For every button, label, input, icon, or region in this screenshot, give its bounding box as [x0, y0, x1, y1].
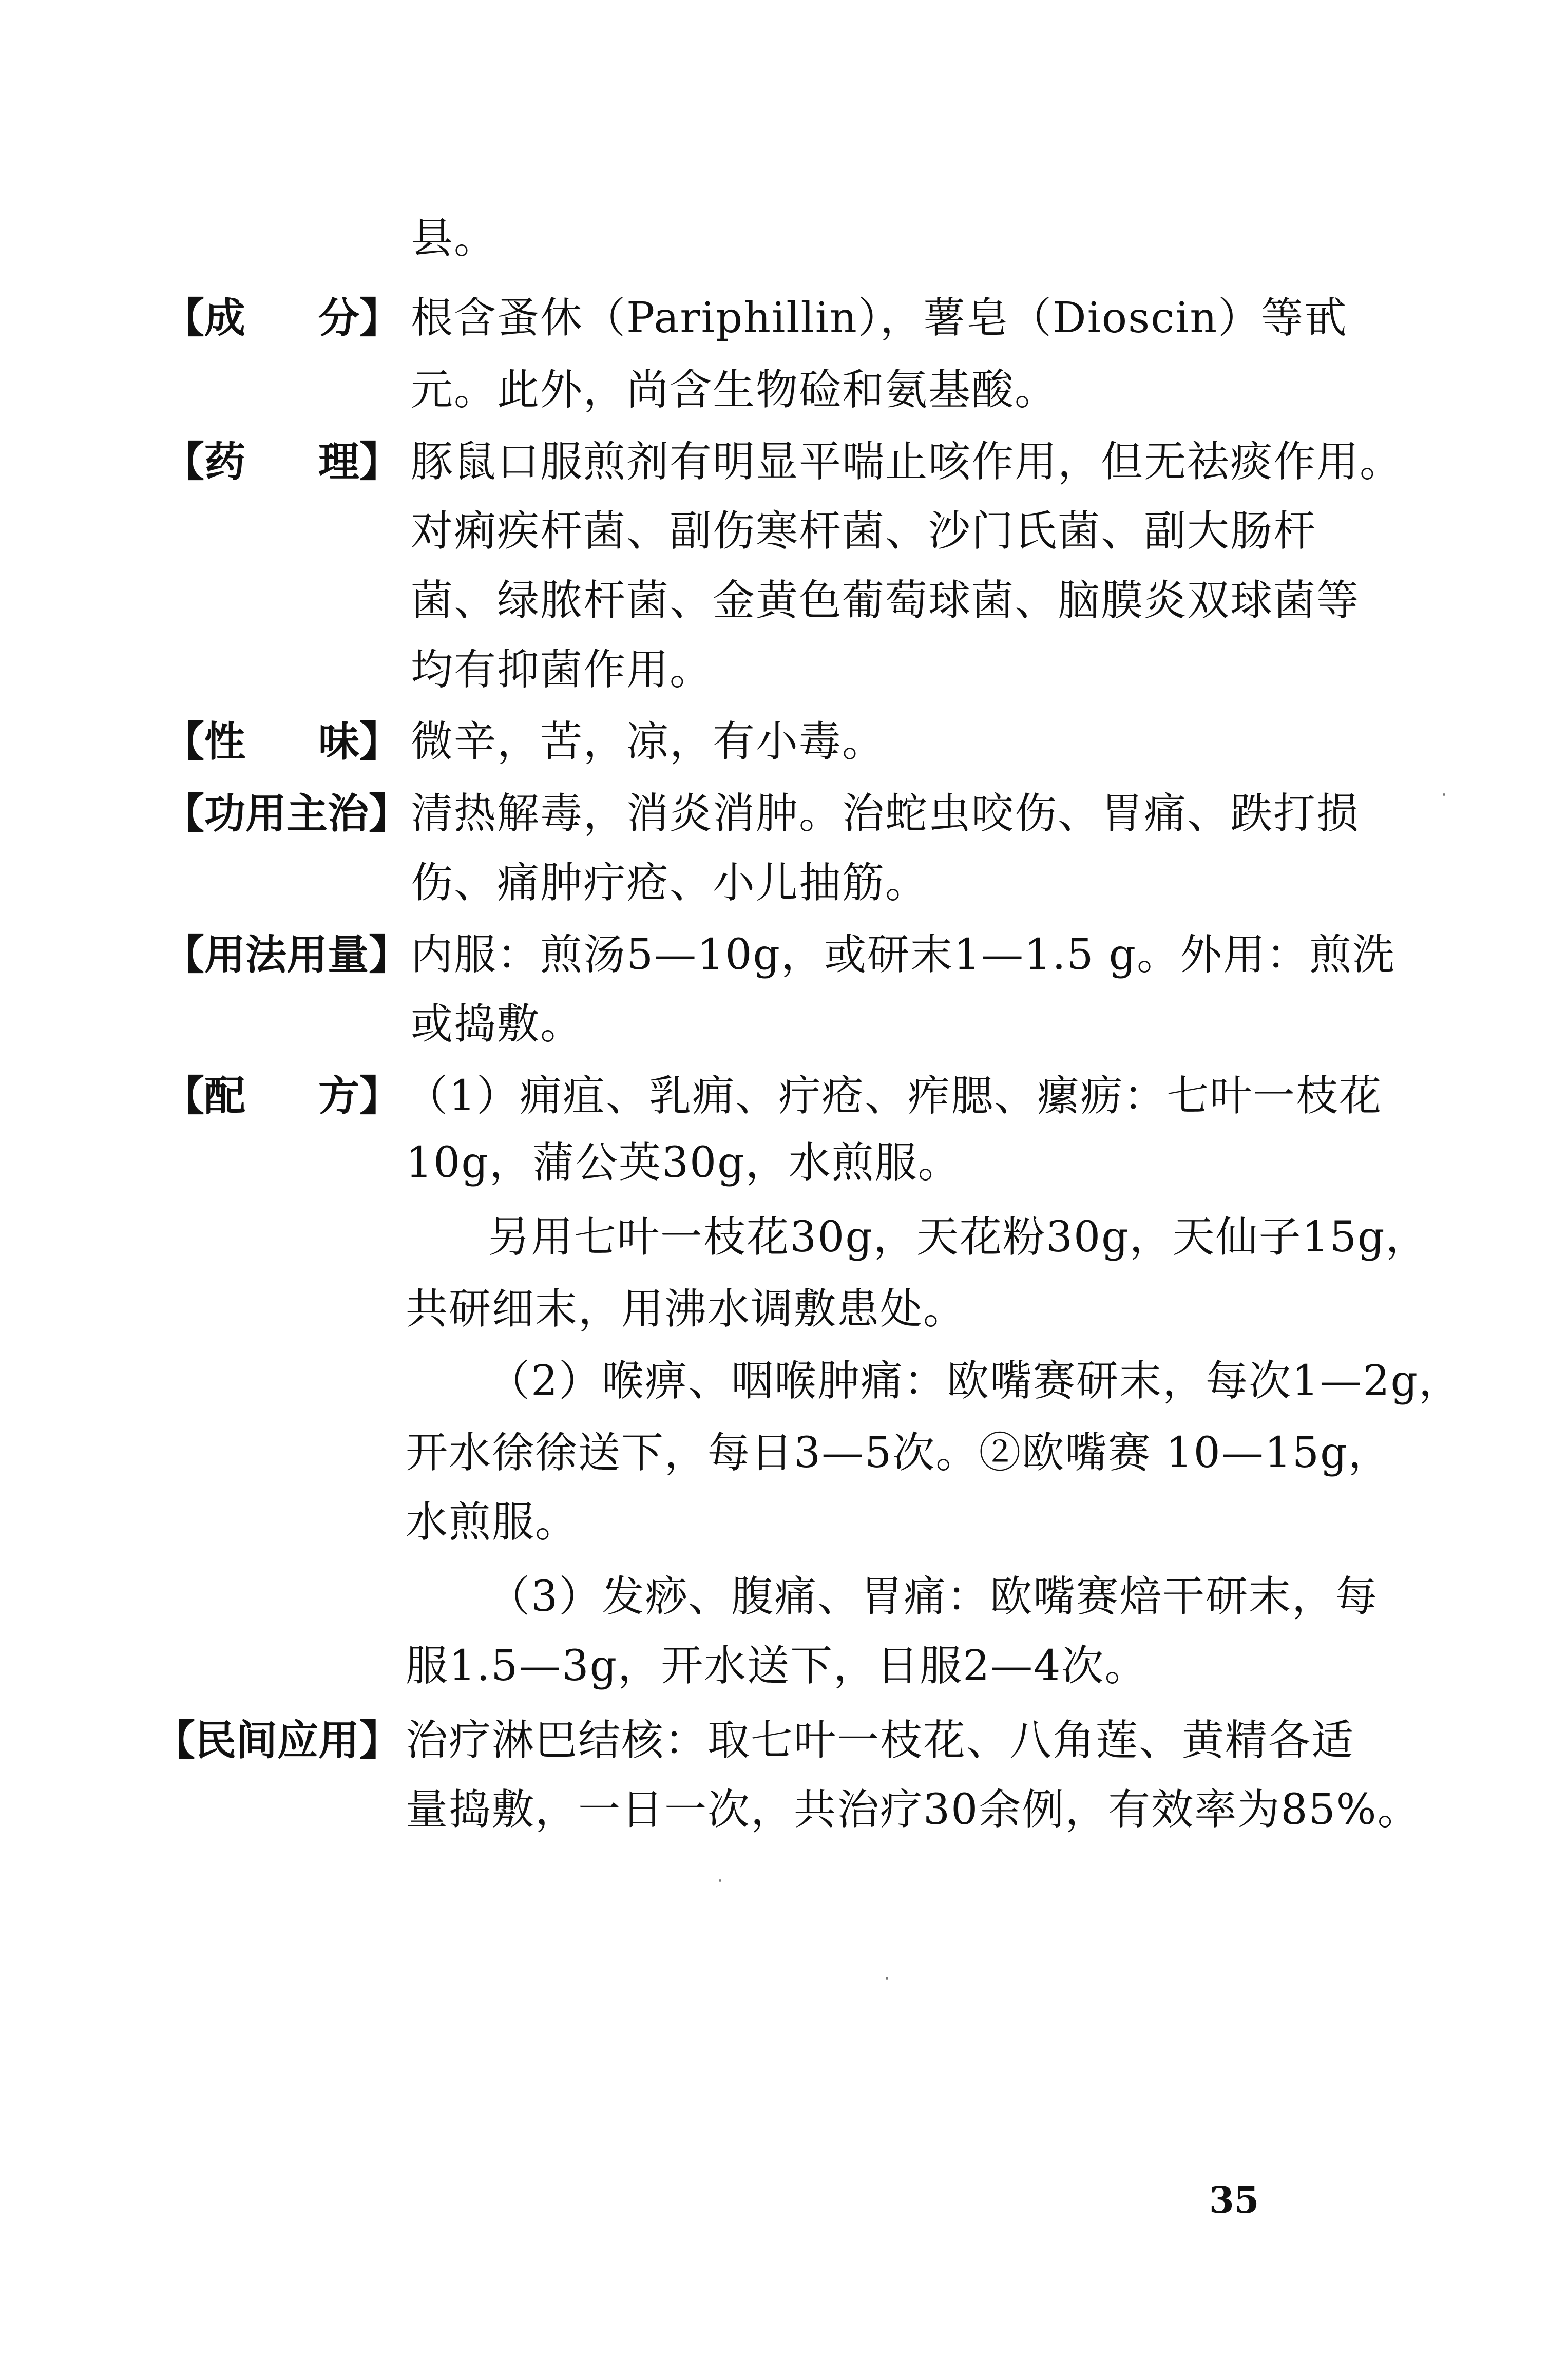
prescriptions-label-open: 【配 — [163, 1072, 245, 1120]
pharmacology-label-open: 【药 — [163, 438, 245, 486]
indications-line-2: 伤、痛肿疔疮、小儿抽筋。 — [411, 859, 929, 907]
scan-speck — [719, 1879, 721, 1882]
dosage-line-1: 内服：煎汤5—10g，或研末1—1.5 g。外用：煎洗 — [411, 930, 1396, 979]
pharmacology-line-1: 豚鼠口服煎剂有明显平喘止咳作用，但无祛痰作用。 — [411, 437, 1403, 486]
scan-speck — [1443, 793, 1445, 796]
composition-label-close: 分】 — [318, 294, 400, 342]
pharmacology-label-close: 理】 — [318, 438, 400, 486]
prescriptions-label-close: 方】 — [318, 1072, 400, 1120]
prescriptions-line-5: （2）喉痹、咽喉肿痛：欧嘴赛研末，每次1—2g， — [488, 1357, 1462, 1405]
prescriptions-line-6: 开水徐徐送下，每日3—5次。②欧嘴赛 10—15g， — [406, 1429, 1391, 1477]
page-number: 35 — [1209, 2179, 1259, 2221]
nature-label-close: 味】 — [318, 718, 400, 766]
prescriptions-line-9: 服1.5—3g，开水送下，日服2—4次。 — [406, 1642, 1148, 1690]
prescriptions-line-2: 10g，蒲公英30g，水煎服。 — [406, 1138, 961, 1187]
prescriptions-line-8: （3）发痧、腹痛、胃痛：欧嘴赛焙干研末，每 — [488, 1572, 1379, 1621]
folk-use-line-1: 治疗淋巴结核：取七叶一枝花、八角莲、黄精各适 — [406, 1716, 1355, 1765]
pharmacology-line-2: 对痢疾杆菌、副伤寒杆菌、沙门氏菌、副大肠杆 — [411, 507, 1317, 556]
dosage-line-2: 或捣敷。 — [411, 1000, 584, 1049]
indications-line-1: 清热解毒，消炎消肿。治蛇虫咬伤、胃痛、跌打损 — [411, 789, 1360, 838]
composition-label-open: 【成 — [163, 294, 245, 342]
nature-line-1: 微辛，苦，凉，有小毒。 — [411, 717, 886, 766]
nature-label-open: 【性 — [163, 718, 245, 766]
prescriptions-line-3: 另用七叶一枝花30g，天花粉30g，天仙子15g， — [488, 1213, 1429, 1262]
indications-label: 【功用主治】 — [163, 790, 410, 838]
continuation-text: 县。 — [411, 214, 498, 263]
scan-speck — [886, 1977, 888, 1980]
dosage-label: 【用法用量】 — [163, 931, 410, 979]
prescriptions-line-4: 共研细末，用沸水调敷患处。 — [406, 1285, 967, 1334]
pharmacology-line-4: 均有抑菌作用。 — [411, 645, 713, 694]
composition-line-2: 元。此外，尚含生物硷和氨基酸。 — [411, 366, 1058, 414]
composition-line-1: 根含蚤休（Pariphillin），薯皂（Dioscin）等甙 — [411, 294, 1348, 342]
pharmacology-line-3: 菌、绿脓杆菌、金黄色葡萄球菌、脑膜炎双球菌等 — [411, 576, 1360, 625]
folk-use-label: 【民间应用】 — [154, 1717, 400, 1764]
composition-label — [163, 293, 245, 344]
prescriptions-line-1: （1）痈疽、乳痈、疔疮、痄腮、瘰疬：七叶一枝花 — [406, 1072, 1383, 1120]
prescriptions-line-7: 水煎服。 — [406, 1498, 579, 1547]
folk-use-line-2: 量捣敷，一日一次，共治疗30余例，有效率为85%。 — [406, 1785, 1421, 1834]
